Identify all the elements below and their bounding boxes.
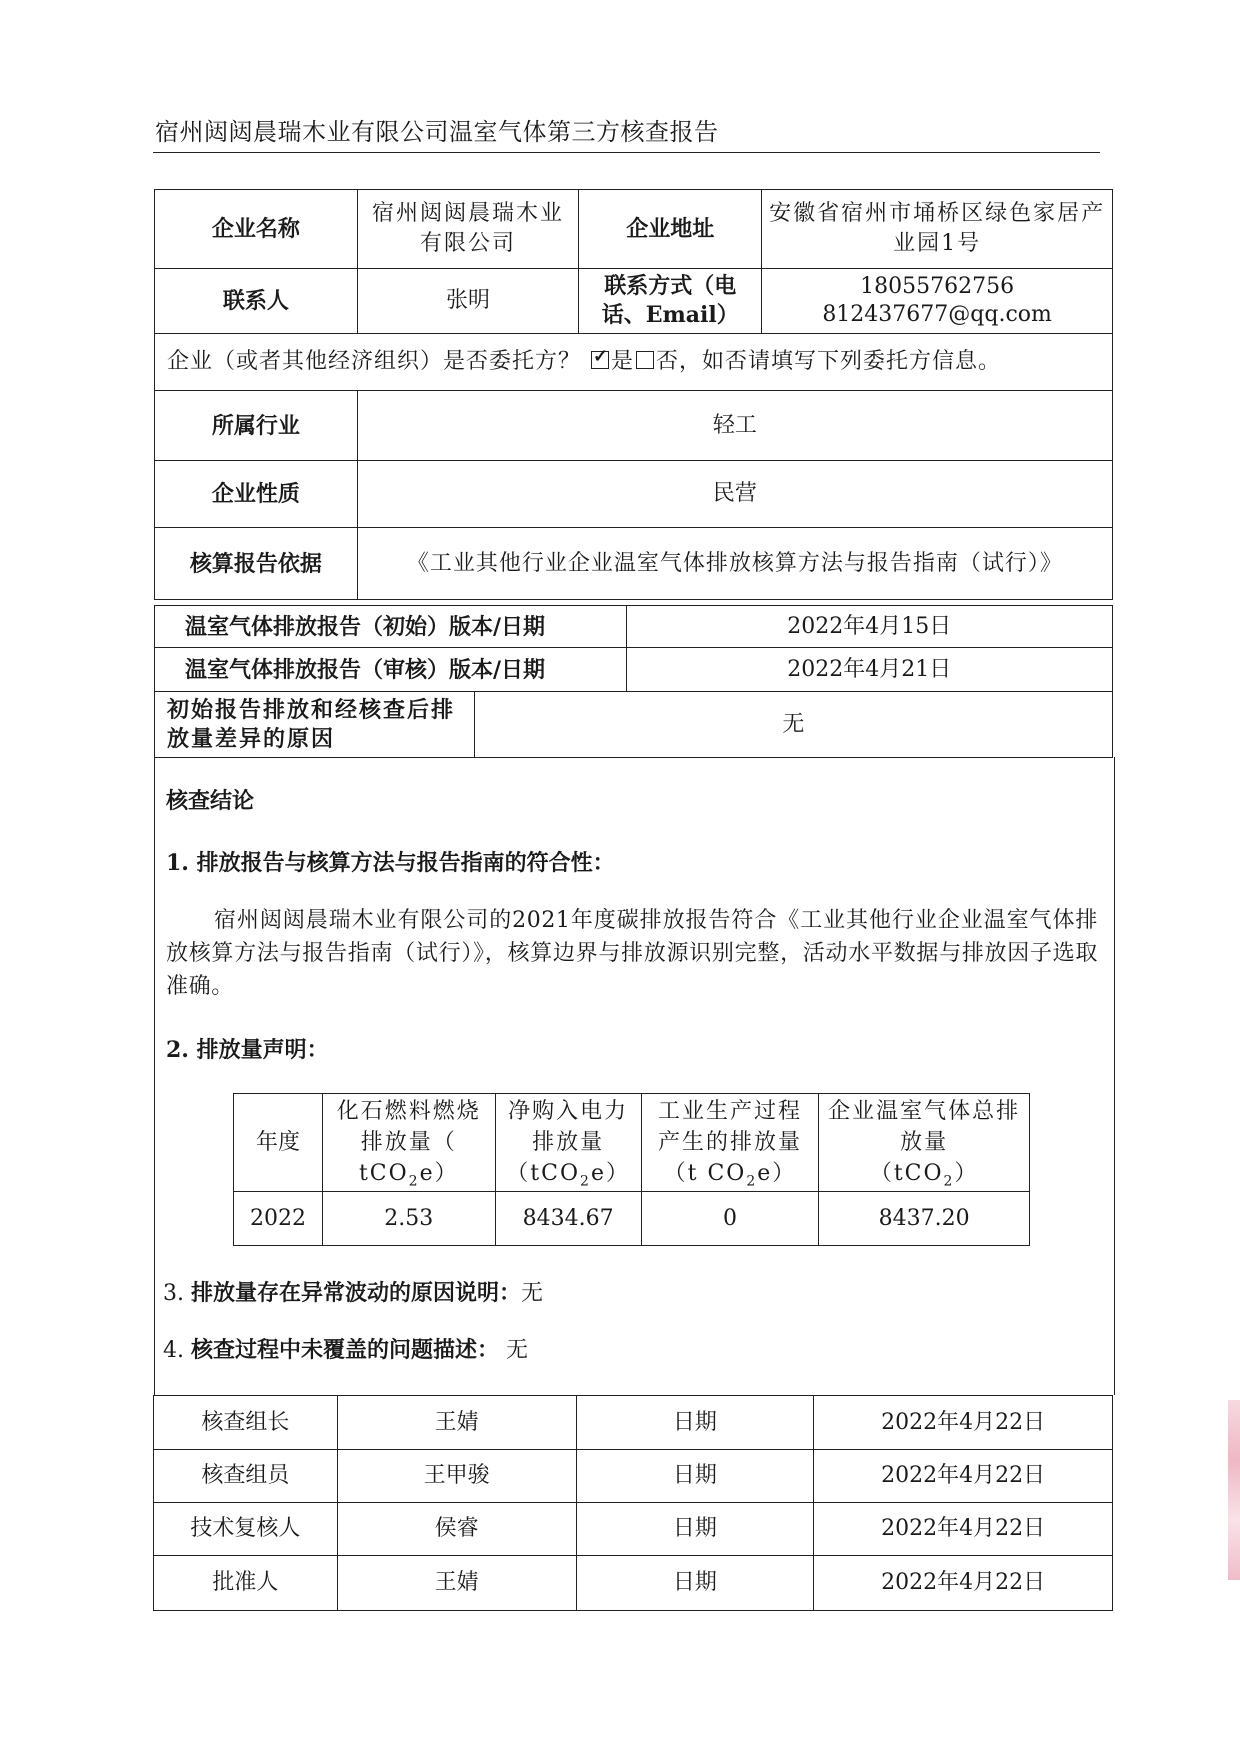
initial-report-label: 温室气体排放报告（初始）版本/日期 [155, 606, 627, 648]
industry-label: 所属行业 [155, 391, 358, 461]
email: 812437677@qq.com [822, 302, 1052, 327]
power-header-c: e） [590, 1161, 630, 1186]
entrust-row [154, 333, 1113, 390]
signoff-row [154, 1450, 1113, 1503]
industry-value: 轻工 [357, 391, 1112, 461]
company-name-label: 企业名称 [155, 190, 358, 269]
entrust-no-text: 否，如否请填写下列委托方信息。 [656, 349, 1002, 374]
initial-report-date: 2022年4月15日 [626, 606, 1112, 648]
section-3-title: 排放量存在异常波动的原因说明： [191, 1280, 522, 1306]
signoff-date: 2022年4月22日 [814, 1450, 1113, 1503]
report-header-title: 宿州闼闼晨瑞木业有限公司温室气体第三方核查报告 [155, 118, 719, 146]
total-value: 8437.20 [819, 1192, 1030, 1246]
difference-value: 无 [474, 692, 1112, 758]
section-3 [163, 1277, 543, 1310]
no-checkbox[interactable] [636, 351, 654, 369]
section-1-title: 1. 排放报告与核算方法与报告指南的符合性： [166, 850, 615, 876]
power-header [495, 1094, 641, 1192]
signoff-date: 2022年4月22日 [814, 1396, 1113, 1450]
process-header [641, 1094, 819, 1192]
process-header-c: e） [757, 1161, 797, 1186]
header-rule [153, 152, 1100, 153]
signoff-name: 王甲骏 [337, 1450, 576, 1503]
section-1-text: 宿州闼闼晨瑞木业有限公司的2021年度碳排放报告符合《工业其他行业企业温室气体排放核算方法与报告指南（试行）》，核算边界与排放源识别完整，活动水平数据与排放因子选取准确。 [166, 908, 1098, 999]
power-header-a: 净购入电力排放量 [508, 1099, 629, 1155]
power-header-b: （tCO [506, 1161, 581, 1186]
signoff-role: 核查组长 [154, 1396, 338, 1450]
section-4-num: 4. [163, 1338, 184, 1363]
total-header-a: 企业温室气体总排放量 [828, 1099, 1021, 1155]
nature-value: 民营 [357, 461, 1112, 528]
fossil-header [322, 1094, 495, 1192]
difference-label: 初始报告排放和经核查后排放量差异的原因 [155, 692, 475, 758]
basis-label: 核算报告依据 [155, 528, 358, 600]
industry-table [154, 390, 1113, 600]
signoff-row [154, 1396, 1113, 1450]
process-header-sub: 2 [746, 1173, 758, 1190]
signoff-date-label: 日期 [576, 1503, 814, 1556]
total-header-sub: 2 [943, 1173, 955, 1190]
signoff-row [154, 1503, 1113, 1556]
emission-year: 2022 [234, 1192, 323, 1246]
company-name: 宿州闼闼晨瑞木业有限公司 [357, 190, 579, 269]
company-info-table [154, 189, 1113, 334]
report-version-table [154, 605, 1113, 692]
fossil-header-sub: 2 [408, 1173, 420, 1190]
section-2-title: 2. 排放量声明： [166, 1037, 329, 1063]
signoff-name: 侯睿 [337, 1503, 576, 1556]
signoff-date-label: 日期 [576, 1450, 814, 1503]
section-4-value: 无 [506, 1338, 529, 1363]
fossil-header-c: e） [419, 1161, 459, 1186]
contact-label: 联系人 [155, 269, 358, 334]
section-4-title: 核查过程中未覆盖的问题描述： [191, 1337, 500, 1363]
signoff-row [154, 1556, 1113, 1611]
power-value: 8434.67 [495, 1192, 641, 1246]
process-header-a: 工业生产过程产生的排放量 [657, 1099, 802, 1155]
signoff-role: 核查组员 [154, 1450, 338, 1503]
entrust-yes-label: 是 [611, 349, 635, 374]
emissions-table [233, 1093, 1030, 1246]
signoff-table [153, 1395, 1113, 1611]
signoff-role: 技术复核人 [154, 1503, 338, 1556]
basis-value: 《工业其他行业企业温室气体排放核算方法与报告指南（试行）》 [357, 528, 1112, 600]
signoff-name: 王婧 [337, 1556, 576, 1611]
signoff-date: 2022年4月22日 [814, 1503, 1113, 1556]
total-header-c: ） [954, 1161, 979, 1186]
section-4 [163, 1334, 528, 1367]
section-3-value: 无 [521, 1281, 544, 1306]
company-address: 安徽省宿州市埇桥区绿色家居产业园1号 [762, 190, 1113, 269]
nature-label: 企业性质 [155, 461, 358, 528]
power-header-sub: 2 [580, 1173, 591, 1190]
signoff-role: 批准人 [154, 1556, 338, 1611]
process-value: 0 [641, 1192, 819, 1246]
review-report-label: 温室气体排放报告（审核）版本/日期 [155, 648, 627, 692]
phone: 18055762756 [860, 274, 1015, 299]
total-header-b: （tCO [869, 1161, 944, 1186]
review-report-date: 2022年4月21日 [626, 648, 1112, 692]
contact-person: 张明 [357, 269, 579, 334]
entrust-question: 企业（或者其他经济组织）是否委托方？ [167, 349, 582, 374]
fossil-header-b: tCO [358, 1161, 409, 1186]
contact-method [762, 269, 1113, 334]
year-header: 年度 [234, 1094, 323, 1192]
conclusion-title: 核查结论 [166, 788, 255, 814]
seal-edge-mark [1228, 1400, 1240, 1580]
address-label: 企业地址 [579, 190, 762, 269]
signoff-date: 2022年4月22日 [814, 1556, 1113, 1611]
signoff-date-label: 日期 [576, 1556, 814, 1611]
signoff-name: 王婧 [337, 1396, 576, 1450]
yes-checkbox[interactable] [591, 351, 609, 369]
fossil-header-a: 化石燃料燃烧排放量（ [336, 1099, 481, 1155]
signoff-date-label: 日期 [576, 1396, 814, 1450]
fossil-value: 2.53 [322, 1192, 495, 1246]
difference-table [154, 691, 1113, 758]
section-3-num: 3. [163, 1281, 184, 1306]
total-header [819, 1094, 1030, 1192]
contact-method-label: 联系方式（电话、Email） [579, 269, 762, 334]
process-header-b: （t CO [663, 1161, 747, 1186]
